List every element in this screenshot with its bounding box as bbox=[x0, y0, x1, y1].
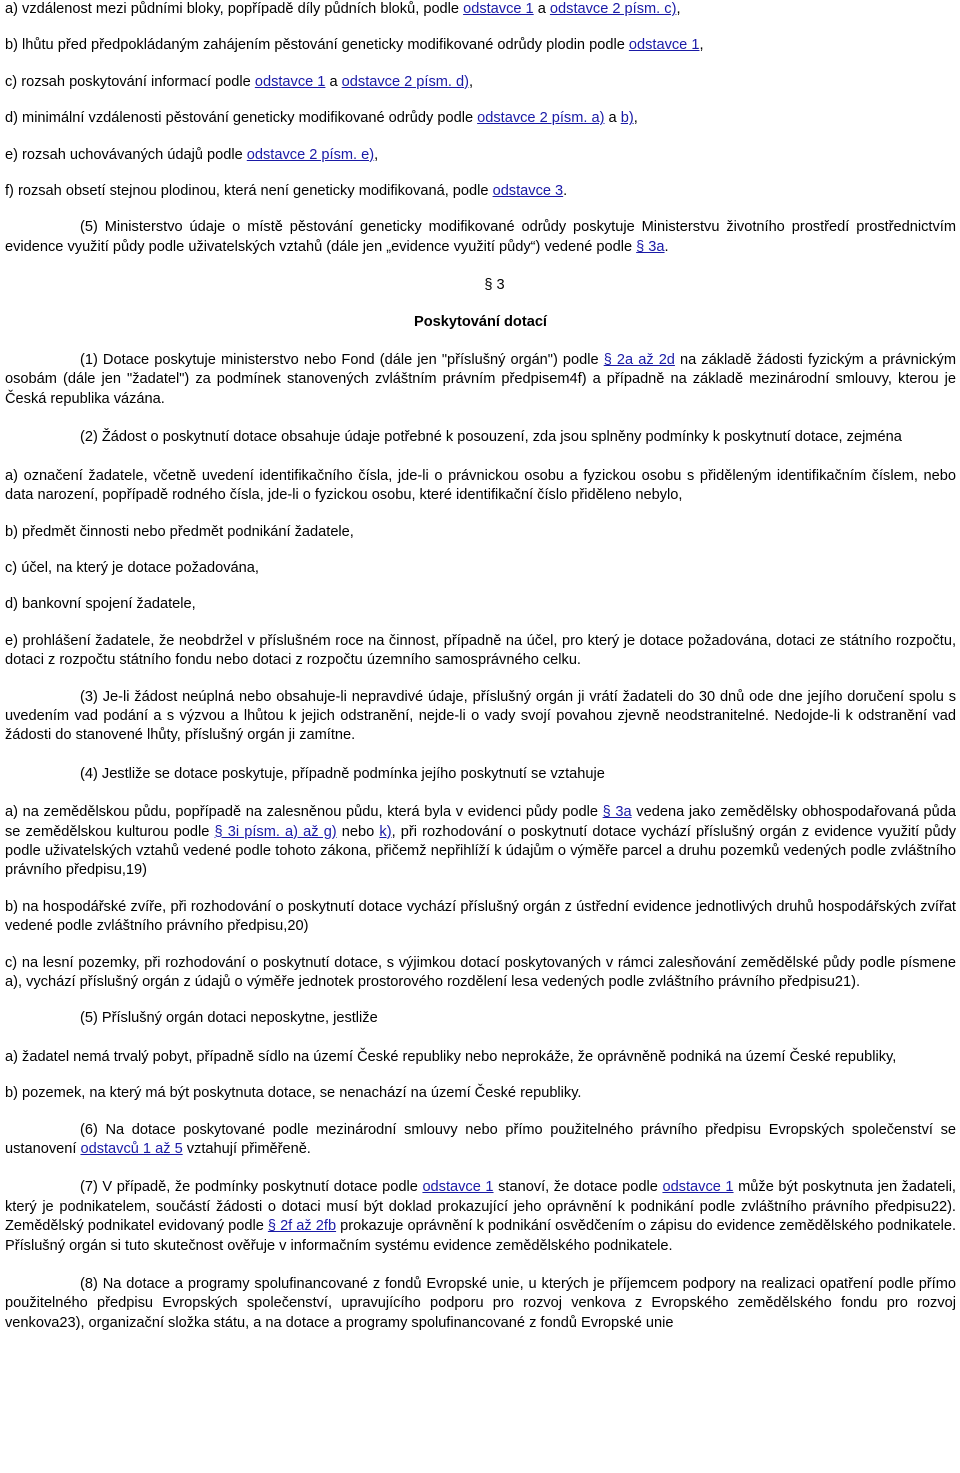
list-item bbox=[5, 36, 956, 55]
list-item bbox=[5, 0, 956, 19]
paragraph bbox=[5, 1178, 956, 1256]
text-run: c) účel, na který je dotace požadována, bbox=[5, 559, 259, 576]
text-run: na základě žádosti fyzickým a právnickým osobám (dále jen "žadatel") za podmínek stanovených zvláštním právním předpisem4f) a případně na základě mezinárodní smlouvy, kterou je Česká republika vázána. bbox=[5, 352, 956, 407]
text-run: e) prohlášení žadatele, že neobdržel v příslušném roce na činnost, případně na účel, pro který je dotace požadována, dotaci ze státního rozpočtu, dotaci z rozpočtu státního fondu nebo dotaci z rozpočtu územního samosprávného celku. bbox=[5, 632, 956, 669]
text-run: stanoví, že dotace podle bbox=[493, 1179, 663, 1196]
text-run: , bbox=[469, 73, 474, 90]
paragraph bbox=[5, 218, 956, 257]
text-run: b) předmět činnosti nebo předmět podnikání žadatele, bbox=[5, 523, 354, 540]
text-run: vedena jako zemědělsky obhospodařovaná půda se zemědělskou kulturou podle bbox=[5, 804, 956, 840]
paragraph bbox=[5, 1009, 956, 1028]
text-run: (6) Na dotace poskytované podle mezinárodní smlouvy nebo přímo použitelného právního předpisu Evropských společenství se ustanovení bbox=[5, 1121, 956, 1158]
text-run: (2) Žádost o poskytnutí dotace obsahuje údaje potřebné k posouzení, zda jsou splněny podmínky k poskytnutí dotace, zejména bbox=[80, 429, 902, 446]
reference-link[interactable]: § 2a až 2d bbox=[603, 352, 675, 369]
list-item bbox=[5, 146, 956, 165]
reference-link[interactable]: § 3a bbox=[636, 238, 665, 255]
paragraph bbox=[5, 1275, 956, 1333]
list-item bbox=[5, 109, 956, 128]
paragraph bbox=[5, 688, 956, 746]
text-run: , při rozhodování o poskytnutí dotace vychází příslušný orgán z evidence využití půdy podle uživatelských vztahů vedené podle tohoto zákona, přičemž nepřihlíží k údajům o výměře parcel a druhu pozemků vedených podle zvláštního právního předpisu,19) bbox=[5, 823, 957, 879]
text-run: e) rozsah uchovávaných údajů podle bbox=[5, 146, 247, 163]
list-item bbox=[5, 954, 956, 993]
reference-link[interactable]: odstavce 2 písm. a) bbox=[477, 110, 605, 127]
paragraph bbox=[5, 351, 956, 409]
reference-link[interactable]: k) bbox=[379, 823, 392, 840]
reference-link[interactable]: odstavce 2 písm. d) bbox=[341, 73, 470, 90]
reference-link[interactable]: odstavce 2 písm. e) bbox=[246, 146, 375, 163]
paragraph bbox=[5, 1121, 956, 1160]
reference-link[interactable]: § 3a bbox=[602, 804, 632, 821]
section-heading bbox=[5, 313, 956, 332]
list-item bbox=[5, 523, 956, 542]
text-run: a) označení žadatele, včetně uvedení identifikačního čísla, jde-li o právnickou osobu a fyzickou osobu s přiděleným identifikačním číslem, nebo data narození, popřípadě rodného čísla, jde-li o fyzickou osobu, které identifikační číslo přiděleno nebylo, bbox=[5, 467, 956, 504]
reference-link[interactable]: odstavce 1 bbox=[628, 37, 700, 54]
text-run: může být poskytnuta jen žadateli, který je podnikatelem, součástí žádosti o dotaci musí být doklad prokazující jeho oprávnění k podnikání podle zvláštního právního předpisu22). Zemědělský podnikatel evidovaný podle bbox=[5, 1179, 956, 1235]
text-run: . bbox=[664, 238, 669, 255]
text-run: (8) Na dotace a programy spolufinancované z fondů Evropské unie, u kterých je příjemcem podpory na realizaci opatření podle přímo použitelného předpisu Evropských společenství, upravujícího podporu pro rozvoj venkova z Evropského zemědělského fondu pro rozvoj venkova23), organizační složka státu, a na dotace a programy spolufinancované z fondů Evropské unie bbox=[5, 1276, 956, 1331]
section-number bbox=[5, 276, 956, 295]
list-item bbox=[5, 1048, 956, 1067]
reference-link[interactable]: odstavce 1 bbox=[422, 1179, 494, 1196]
text-run: , bbox=[374, 146, 379, 163]
text-run: (1) Dotace poskytuje ministerstvo nebo Fond (dále jen "příslušný orgán") podle bbox=[80, 352, 604, 369]
text-run: a bbox=[533, 1, 550, 17]
text-run: a) žadatel nemá trvalý pobyt, případně sídlo na území České republiky nebo neprokáže, že oprávněně podniká na území České republiky, bbox=[5, 1048, 897, 1065]
text-run: a) na zemědělskou půdu, popřípadě na zalesněnou půdu, která byla v evidenci půdy podle bbox=[5, 804, 603, 821]
text-run: d) minimální vzdálenosti pěstování geneticky modifikované odrůdy podle bbox=[5, 110, 478, 127]
paragraph bbox=[5, 765, 956, 784]
list-item bbox=[5, 632, 956, 671]
text-run: c) rozsah poskytování informací podle bbox=[5, 73, 255, 90]
list-item bbox=[5, 73, 956, 92]
text-run: b) lhůtu před předpokládaným zahájením pěstování geneticky modifikované odrůdy plodin podle bbox=[5, 37, 629, 54]
text-run: a bbox=[604, 110, 621, 127]
reference-link[interactable]: § 2f až 2fb bbox=[267, 1218, 337, 1235]
list-item bbox=[5, 898, 956, 937]
text-run: b) na hospodářské zvíře, při rozhodování o poskytnutí dotace vychází příslušný orgán z ústřední evidence jednotlivých druhů hospodářských zvířat vedené podle zvláštního právního předpisu,20) bbox=[5, 898, 956, 935]
text-run: prokazuje oprávnění k podnikání osvědčením o zápisu do evidence zemědělského podnikatele. Příslušný orgán si tuto skutečnost ověřuje v informačním systému evidence zemědělského podnikatele. bbox=[5, 1218, 956, 1254]
reference-link[interactable]: odstavců 1 až 5 bbox=[80, 1141, 183, 1158]
reference-link[interactable]: odstavce 1 bbox=[463, 1, 534, 17]
text-run: , bbox=[633, 110, 638, 127]
text-run: nebo bbox=[336, 823, 380, 840]
text-run: . bbox=[563, 183, 568, 200]
list-item bbox=[5, 182, 956, 201]
list-item bbox=[5, 803, 956, 881]
list-item bbox=[5, 467, 956, 506]
text-run: f) rozsah obsetí stejnou plodinou, která není geneticky modifikovaná, podle bbox=[5, 183, 493, 200]
text-run: c) na lesní pozemky, při rozhodování o poskytnutí dotace, s výjimkou dotací poskytovaných v rámci zalesňování zemědělské půdy podle písmene a), vychází příslušný orgán z údajů o výměře jednotek prostorového rozdělení lesa vedených podle zvláštního právního předpisu21). bbox=[5, 954, 956, 990]
reference-link[interactable]: odstavce 2 písm. c) bbox=[549, 1, 677, 17]
reference-link[interactable]: b) bbox=[620, 110, 634, 127]
list-item bbox=[5, 559, 956, 578]
text-run: d) bankovní spojení žadatele, bbox=[5, 596, 196, 613]
text-run: (4) Jestliže se dotace poskytuje, případně podmínka jejího poskytnutí se vztahuje bbox=[80, 765, 605, 782]
reference-link[interactable]: odstavce 1 bbox=[254, 73, 326, 90]
list-item bbox=[5, 595, 956, 614]
text-run: (5) Ministerstvo údaje o místě pěstování geneticky modifikované odrůdy poskytuje Ministerstvu životního prostředí prostřednictvím evidence využití půdy podle uživatelských vztahů (dále jen „evidence využití půdy“) vedené podle bbox=[5, 219, 956, 255]
text-run: (5) Příslušný orgán dotaci neposkytne, jestliže bbox=[80, 1010, 378, 1027]
text-run: (7) V případě, že podmínky poskytnutí dotace podle bbox=[80, 1179, 423, 1196]
text-run: § 3 bbox=[484, 277, 505, 294]
reference-link[interactable]: § 3i písm. a) až g) bbox=[214, 823, 337, 840]
text-run: a) vzdálenost mezi půdními bloky, popřípadě díly půdních bloků, podle bbox=[5, 1, 464, 17]
text-run: , bbox=[676, 1, 681, 17]
paragraph bbox=[5, 428, 956, 447]
text-run: vztahují přiměřeně. bbox=[182, 1141, 311, 1158]
text-run: , bbox=[699, 37, 704, 54]
text-run: (3) Je-li žádost neúplná nebo obsahuje-li nepravdivé údaje, příslušný orgán ji vrátí žadateli do 30 dnů ode dne jejího doručení spolu s uvedením vad podání a s výzvou a lhůtou k jejich odstranění, nejde-li o vady svojí povahou zjevně neodstranitelné. Nedojde-li k odstranění vad žádosti do stanovené lhůty, příslušný orgán ji zamítne. bbox=[5, 688, 956, 744]
reference-link[interactable]: odstavce 3 bbox=[492, 183, 564, 200]
text-run: b) pozemek, na který má být poskytnuta dotace, se nenachází na území České republiky. bbox=[5, 1085, 582, 1102]
reference-link[interactable]: odstavce 1 bbox=[662, 1179, 734, 1196]
text-run: Poskytování dotací bbox=[413, 313, 547, 330]
list-item bbox=[5, 1084, 956, 1103]
text-run: a bbox=[325, 73, 342, 90]
